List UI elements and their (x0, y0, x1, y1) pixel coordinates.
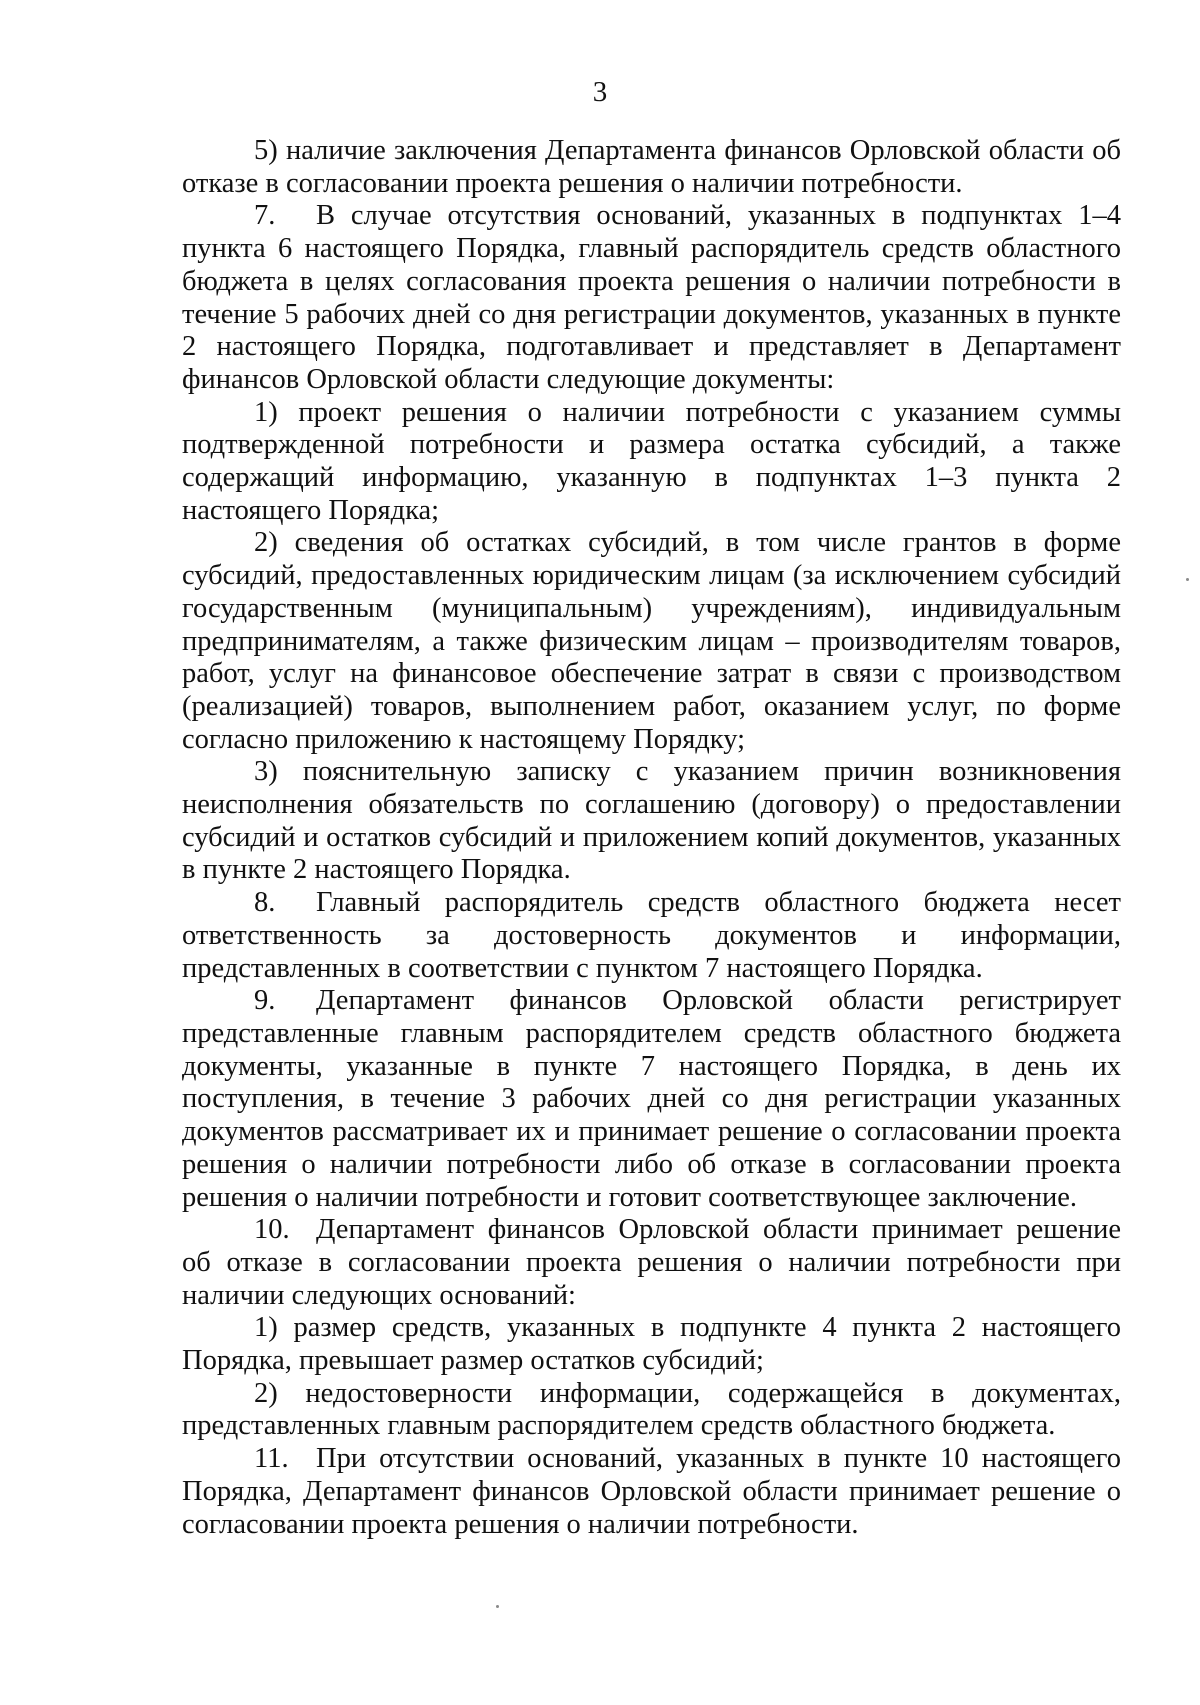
clause-8 (182, 887, 1121, 985)
clause-10 (182, 1214, 1121, 1312)
clause-number: 9. (254, 985, 276, 1017)
clause-11 (182, 1443, 1121, 1541)
paragraph-text: 1) размер средств, указанных в подпункте 4 пункта 2 настоящего Порядка, превышает размер остатков субсидий; (182, 1312, 1121, 1377)
paragraph-text: 5) наличие заключения Департамента финансов Орловской области об отказе в согласовании проекта решения о наличии потребности. (182, 135, 1121, 199)
clause-number: 7. (254, 200, 276, 232)
clause-number: 11. (254, 1443, 289, 1475)
clause-number: 10. (254, 1214, 290, 1246)
paragraph-text: Главный распорядитель средств областного бюджета несет ответственность за достоверность документов и информации, представленных в соответствии с пунктом 7 настоящего Порядка. (182, 887, 1121, 984)
clause-number: 8. (254, 887, 276, 919)
clause-7 (182, 200, 1121, 396)
page-number: 3 (592, 76, 608, 108)
paragraph-text: 1) проект решения о наличии потребности с указанием суммы подтвержденной потребности и размера остатка субсидий, а также содержащий информацию, указанную в подпунктах 1–3 пункта 2 настоящего Порядка; (182, 396, 1121, 526)
subclause-1 (182, 1312, 1121, 1377)
paragraph-text: 2) недостоверности информации, содержащейся в документах, представленных главным распорядителем средств областного бюджета. (182, 1377, 1121, 1442)
subclause-5 (182, 135, 1121, 200)
clause-9 (182, 985, 1121, 1214)
subclause-1 (182, 397, 1121, 528)
paragraph-text: 2) сведения об остатках субсидий, в том числе грантов в форме субсидий, предоставленных юридическим лицам (за исключением субсидий государственным (муниципальным) учреждениям), индивидуальным предпринимателям, а также физическим лицам – производителям товаров, работ, услуг на финансовое обеспечение затрат в связи с производством (реализацией) товаров, выполнением работ, оказанием услуг, по форме согласно приложению к настоящему Порядку; (182, 527, 1121, 755)
subclause-2 (182, 1378, 1121, 1443)
document-body (182, 135, 1121, 1541)
paragraph-text: Департамент финансов Орловской области принимает решение об отказе в согласовании проекта решения о наличии потребности при наличии следующих оснований: (182, 1214, 1121, 1311)
paragraph-text: В случае отсутствия оснований, указанных в подпунктах 1–4 пункта 6 настоящего Порядка, главный распорядитель средств областного бюджета в целях согласования проекта решения о наличии потребности в течение 5 рабочих дней со дня регистрации документов, указанных в пункте 2 настоящего Порядка, подготавливает и представляет в Департамент финансов Орловской области следующие документы: (182, 200, 1121, 395)
paragraph-text: 3) пояснительную записку с указанием причин возникновения неисполнения обязательств по соглашению (договору) о предоставлении субсидий и остатков субсидий и приложением копий документов, указанных в пункте 2 настоящего Порядка. (182, 756, 1121, 886)
subclause-2 (182, 527, 1121, 756)
paragraph-text: При отсутствии оснований, указанных в пункте 10 настоящего Порядка, Департамент финансов Орловской области принимает решение о согласовании проекта решения о наличии потребности. (182, 1443, 1121, 1540)
scan-speck (1186, 578, 1189, 581)
subclause-3 (182, 756, 1121, 887)
paragraph-text: Департамент финансов Орловской области регистрирует представленные главным распорядителем средств областного бюджета документы, указанные в пункте 7 настоящего Порядка, в день их поступления, в течение 3 рабочих дней со дня регистрации указанных документов рассматривает их и принимает решение о согласовании проекта решения о наличии потребности либо об отказе в согласовании проекта решения о наличии потребности и готовит соответствующее заключение. (182, 985, 1121, 1213)
scan-speck (496, 1605, 499, 1608)
